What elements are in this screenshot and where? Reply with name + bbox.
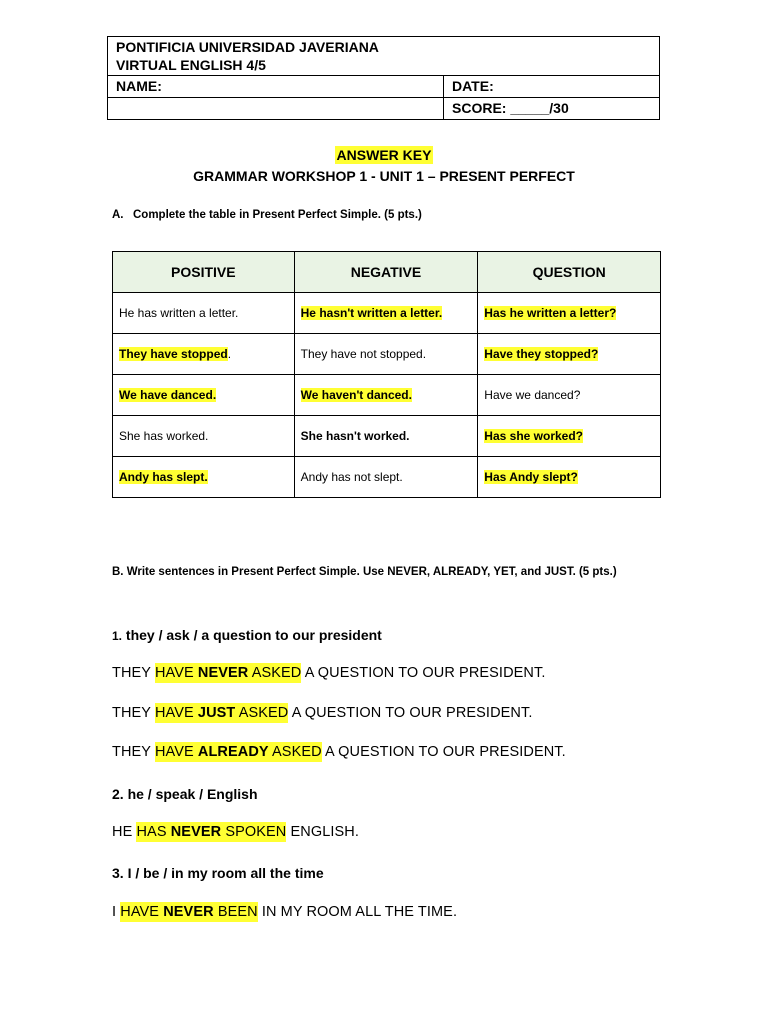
question-1: [112, 627, 382, 643]
answer-1a: THEY HAVE NEVER ASKED A QUESTION TO OUR PRESIDENT.: [112, 665, 546, 681]
university-name: PONTIFICIA UNIVERSIDAD JAVERIANA: [116, 39, 379, 55]
name-label: NAME:: [108, 76, 444, 97]
table-row: [113, 457, 661, 498]
table-cell: Have we danced?: [478, 375, 661, 416]
answer-1c: THEY HAVE ALREADY ASKED A QUESTION TO OUR PRESIDENT.: [112, 744, 566, 760]
table-cell: She has worked.: [113, 416, 295, 457]
question-1-prompt: they / ask / a question to our president: [125, 627, 382, 643]
table-row: [113, 334, 661, 375]
answer-key-heading: ANSWER KEY: [336, 147, 432, 163]
header-question: QUESTION: [478, 252, 661, 293]
present-perfect-table: [112, 251, 661, 498]
workshop-title: GRAMMAR WORKSHOP 1 - UNIT 1 – PRESENT PERFECT: [193, 168, 575, 184]
table-row: [113, 416, 661, 457]
table-cell: Andy has slept.: [113, 457, 295, 498]
header-positive: POSITIVE: [113, 252, 295, 293]
table-cell: He hasn't written a letter.: [294, 293, 478, 334]
table-row: [113, 293, 661, 334]
table-cell: They have stopped.: [113, 334, 295, 375]
table-cell: She hasn't worked.: [294, 416, 478, 457]
empty-cell: [108, 98, 444, 119]
course-name: VIRTUAL ENGLISH 4/5: [116, 57, 266, 73]
header-score-row: [108, 98, 659, 119]
table-cell: Has he written a letter?: [478, 293, 661, 334]
section-a-instruction: [112, 209, 422, 221]
table-cell: We haven't danced.: [294, 375, 478, 416]
answer-2: HE HAS NEVER SPOKEN ENGLISH.: [112, 824, 359, 840]
table-header-row: [113, 252, 661, 293]
header-title-row: [108, 37, 659, 76]
section-a-text: Complete the table in Present Perfect Simple. (5 pts.): [133, 209, 422, 221]
header-box: [107, 36, 660, 120]
question-1-number: 1.: [112, 629, 123, 643]
table-cell: Has she worked?: [478, 416, 661, 457]
table-cell: Have they stopped?: [478, 334, 661, 375]
section-a-marker: A.: [112, 209, 124, 221]
section-b-instruction: B. Write sentences in Present Perfect Simple. Use NEVER, ALREADY, YET, and JUST. (5 pts.): [112, 566, 617, 578]
table-cell: Has Andy slept?: [478, 457, 661, 498]
question-2: 2. he / speak / English: [112, 786, 258, 802]
answer-3: I HAVE NEVER BEEN IN MY ROOM ALL THE TIME.: [112, 904, 458, 920]
header-negative: NEGATIVE: [294, 252, 478, 293]
table-cell: We have danced.: [113, 375, 295, 416]
score-label: SCORE: _____/30: [452, 100, 569, 116]
table-cell: Andy has not slept.: [294, 457, 478, 498]
question-3: 3. I / be / in my room all the time: [112, 865, 324, 881]
header-name-row: [108, 76, 659, 98]
table-cell: He has written a letter.: [113, 293, 295, 334]
answer-1b: THEY HAVE JUST ASKED A QUESTION TO OUR PRESIDENT.: [112, 705, 533, 721]
table-cell: They have not stopped.: [294, 334, 478, 375]
date-label: DATE:: [452, 78, 494, 94]
table-row: [113, 375, 661, 416]
